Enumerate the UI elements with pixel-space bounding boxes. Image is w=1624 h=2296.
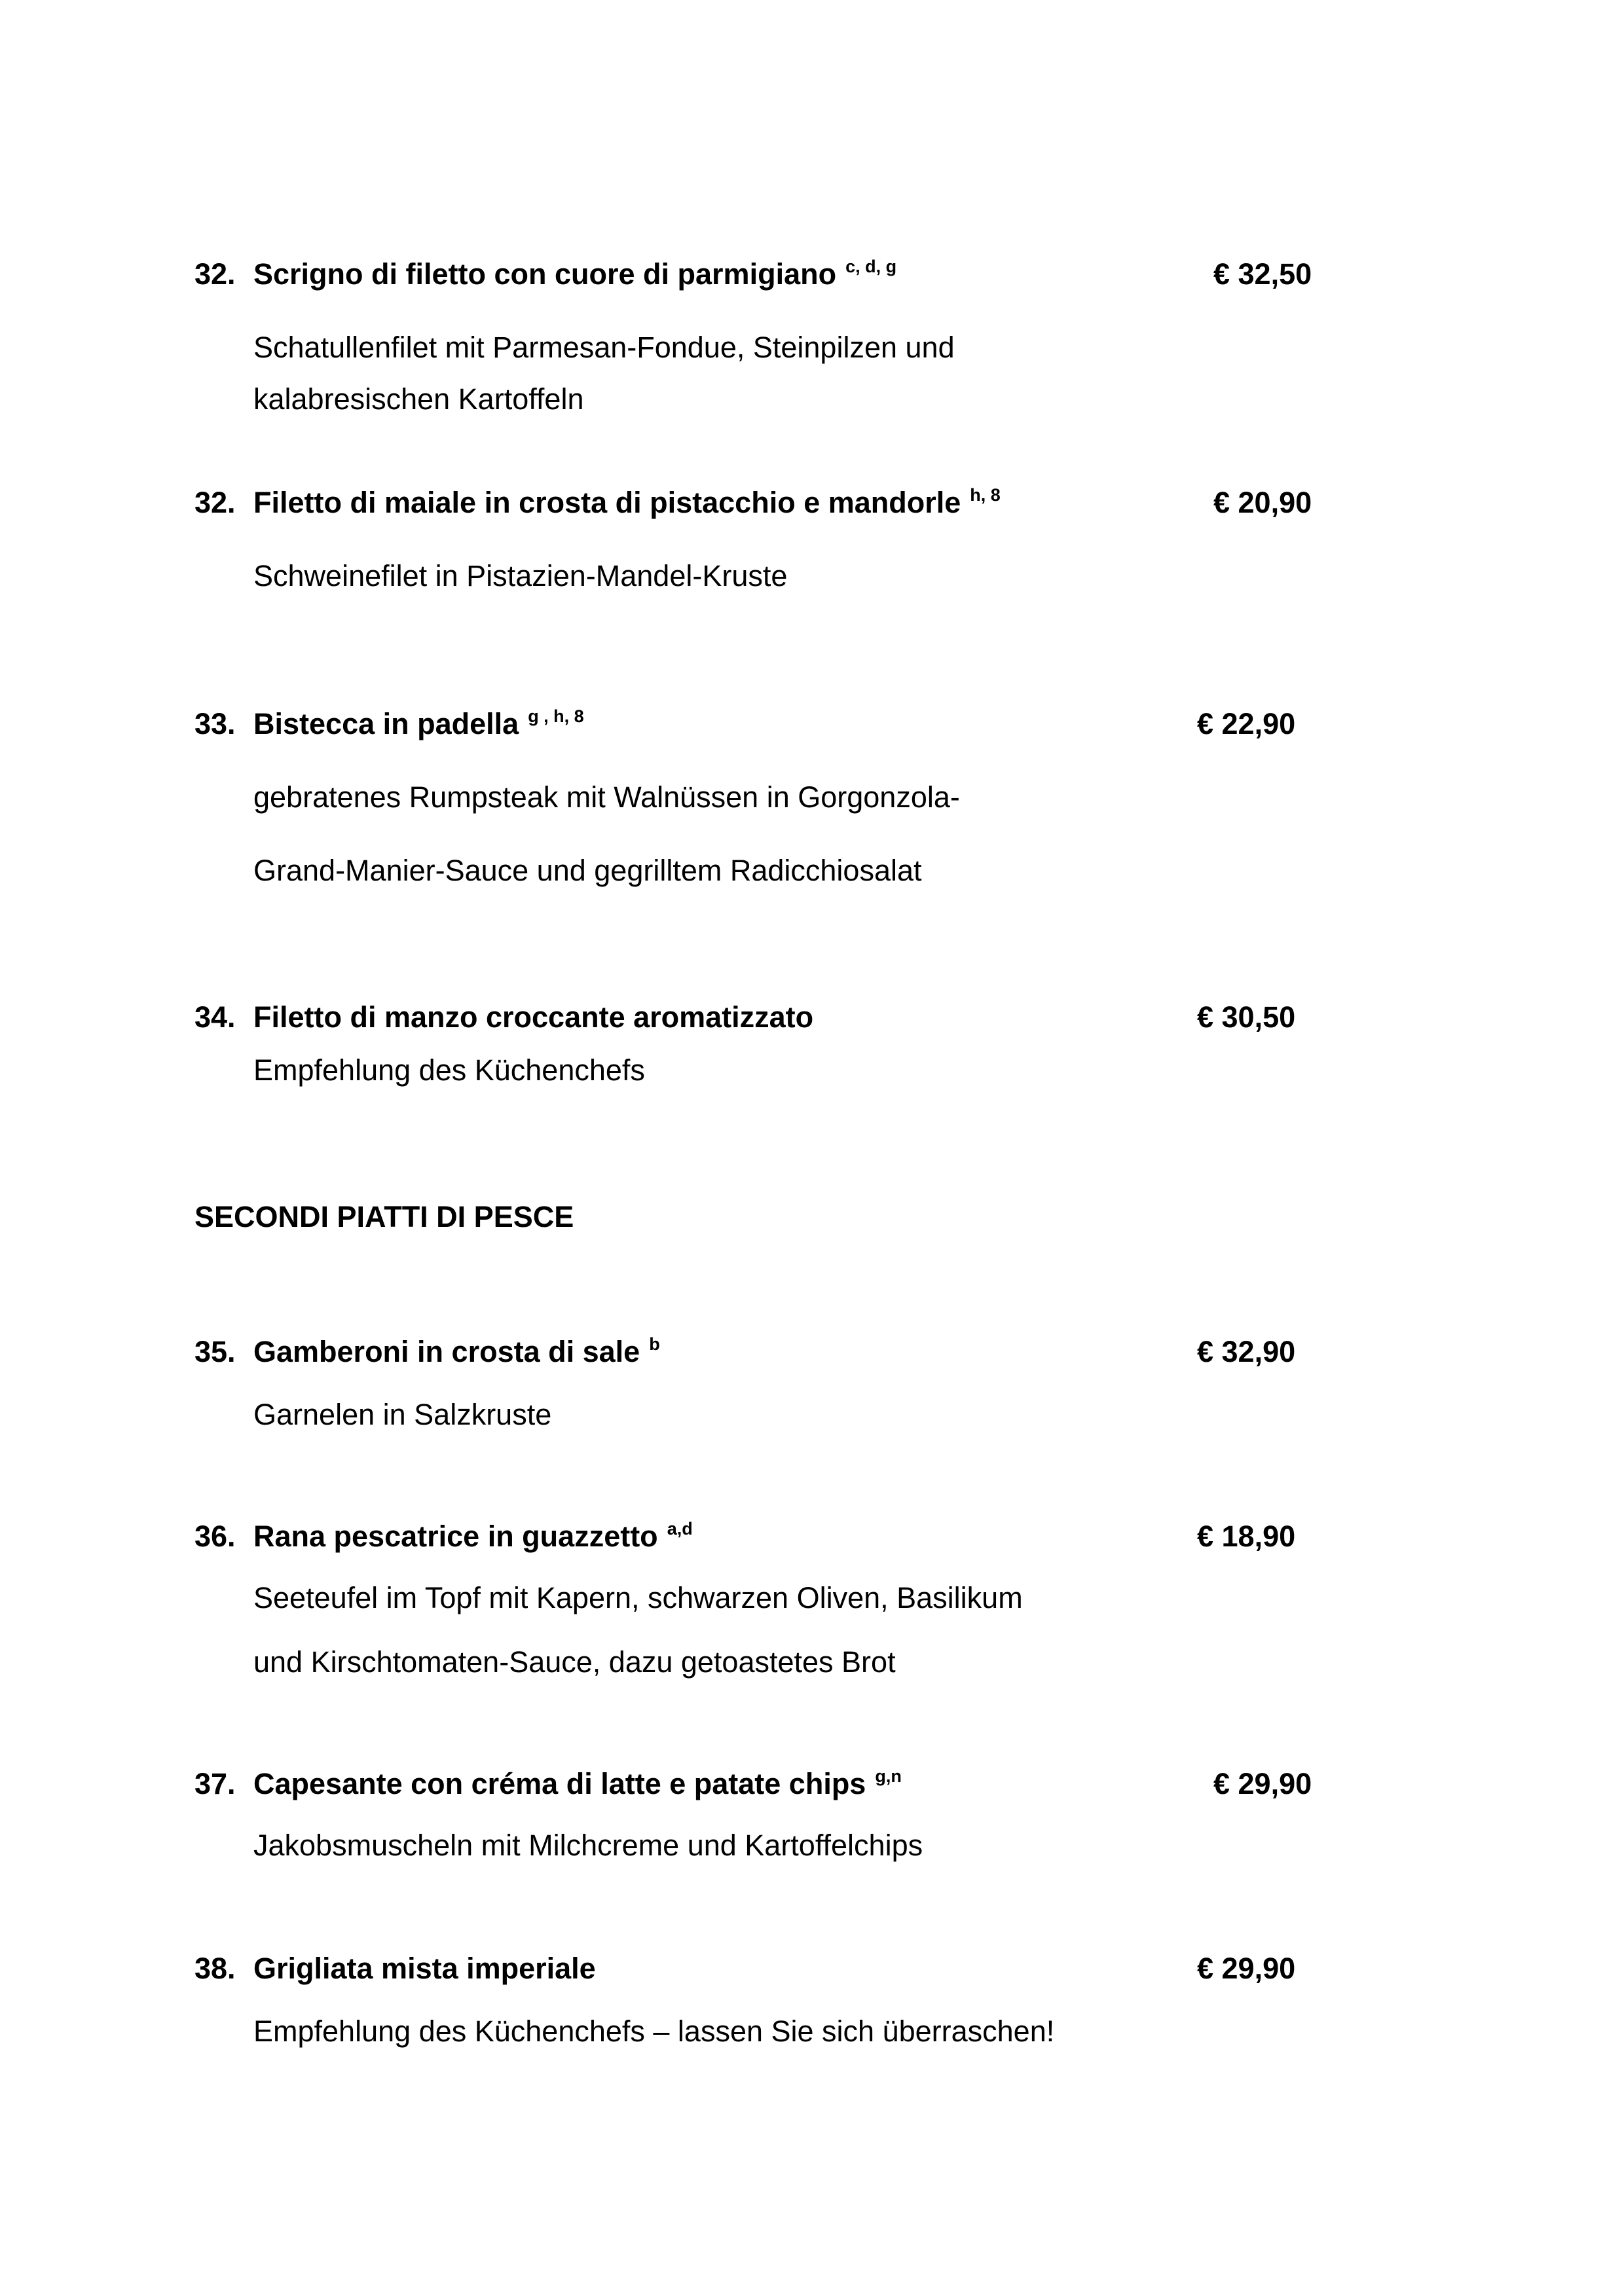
item-allergens: b	[649, 1334, 660, 1354]
item-title	[253, 1954, 596, 1983]
item-description-line: Schweinefilet in Pistazien-Mandel-Kruste	[253, 559, 788, 592]
item-title	[253, 1766, 902, 1800]
item-title-text: Scrigno di filetto con cuore di parmigiano	[253, 257, 837, 291]
item-description-line: Empfehlung des Küchenchefs – lassen Sie sich überraschen!	[253, 2014, 1055, 2048]
item-number: 35.	[194, 1335, 236, 1368]
item-title-text: Capesante con créma di latte e patate chips	[253, 1767, 866, 1800]
item-number: 34.	[194, 1000, 236, 1034]
item-number: 38.	[194, 1952, 236, 1985]
item-title	[253, 1002, 813, 1032]
item-title	[253, 1519, 693, 1553]
item-title	[253, 485, 1001, 519]
item-allergens: a,d	[667, 1519, 693, 1539]
item-price: € 29,90	[1197, 1952, 1296, 1985]
item-price: € 18,90	[1197, 1520, 1296, 1553]
item-title	[253, 1334, 660, 1368]
item-allergens: h, 8	[970, 485, 1001, 505]
item-description-line: Empfehlung des Küchenchefs	[253, 1053, 645, 1087]
item-title-text: Filetto di manzo croccante aromatizzato	[253, 1000, 814, 1034]
item-title-text: Gamberoni in crosta di sale	[253, 1335, 640, 1368]
item-allergens: g , h, 8	[528, 706, 584, 726]
item-number: 32.	[194, 486, 236, 519]
item-description-line: gebratenes Rumpsteak mit Walnüssen in Gorgonzola-	[253, 780, 960, 814]
item-number: 36.	[194, 1520, 236, 1553]
item-allergens: c, d, g	[845, 257, 897, 276]
item-number: 33.	[194, 707, 236, 740]
item-description-line: kalabresischen Kartoffeln	[253, 382, 584, 416]
item-price: € 20,90	[1213, 486, 1312, 519]
item-title-text: Filetto di maiale in crosta di pistacchio e mandorle	[253, 486, 961, 519]
item-title-text: Bistecca in padella	[253, 707, 519, 740]
item-price: € 22,90	[1197, 707, 1296, 740]
item-title-text: Grigliata mista imperiale	[253, 1952, 596, 1985]
item-description-line: Schatullenfilet mit Parmesan-Fondue, Steinpilzen und	[253, 331, 955, 364]
item-allergens: g,n	[875, 1766, 902, 1786]
item-description-line: Grand-Manier-Sauce und gegrilltem Radicchiosalat	[253, 854, 922, 887]
section-heading: SECONDI PIATTI DI PESCE	[194, 1200, 574, 1233]
item-description-line: Garnelen in Salzkruste	[253, 1398, 552, 1431]
item-price: € 32,90	[1197, 1335, 1296, 1368]
item-description-line: Jakobsmuscheln mit Milchcreme und Kartoffelchips	[253, 1829, 923, 1862]
item-price: € 32,50	[1213, 257, 1312, 291]
item-description-line: Seeteufel im Topf mit Kapern, schwarzen Oliven, Basilikum	[253, 1581, 1023, 1614]
item-price: € 30,50	[1197, 1000, 1296, 1034]
item-title	[253, 706, 584, 740]
item-number: 32.	[194, 257, 236, 291]
item-title	[253, 259, 896, 289]
item-number: 37.	[194, 1767, 236, 1800]
item-price: € 29,90	[1213, 1767, 1312, 1800]
item-description-line: und Kirschtomaten-Sauce, dazu getoastetes Brot	[253, 1645, 896, 1679]
item-title-text: Rana pescatrice in guazzetto	[253, 1520, 658, 1553]
